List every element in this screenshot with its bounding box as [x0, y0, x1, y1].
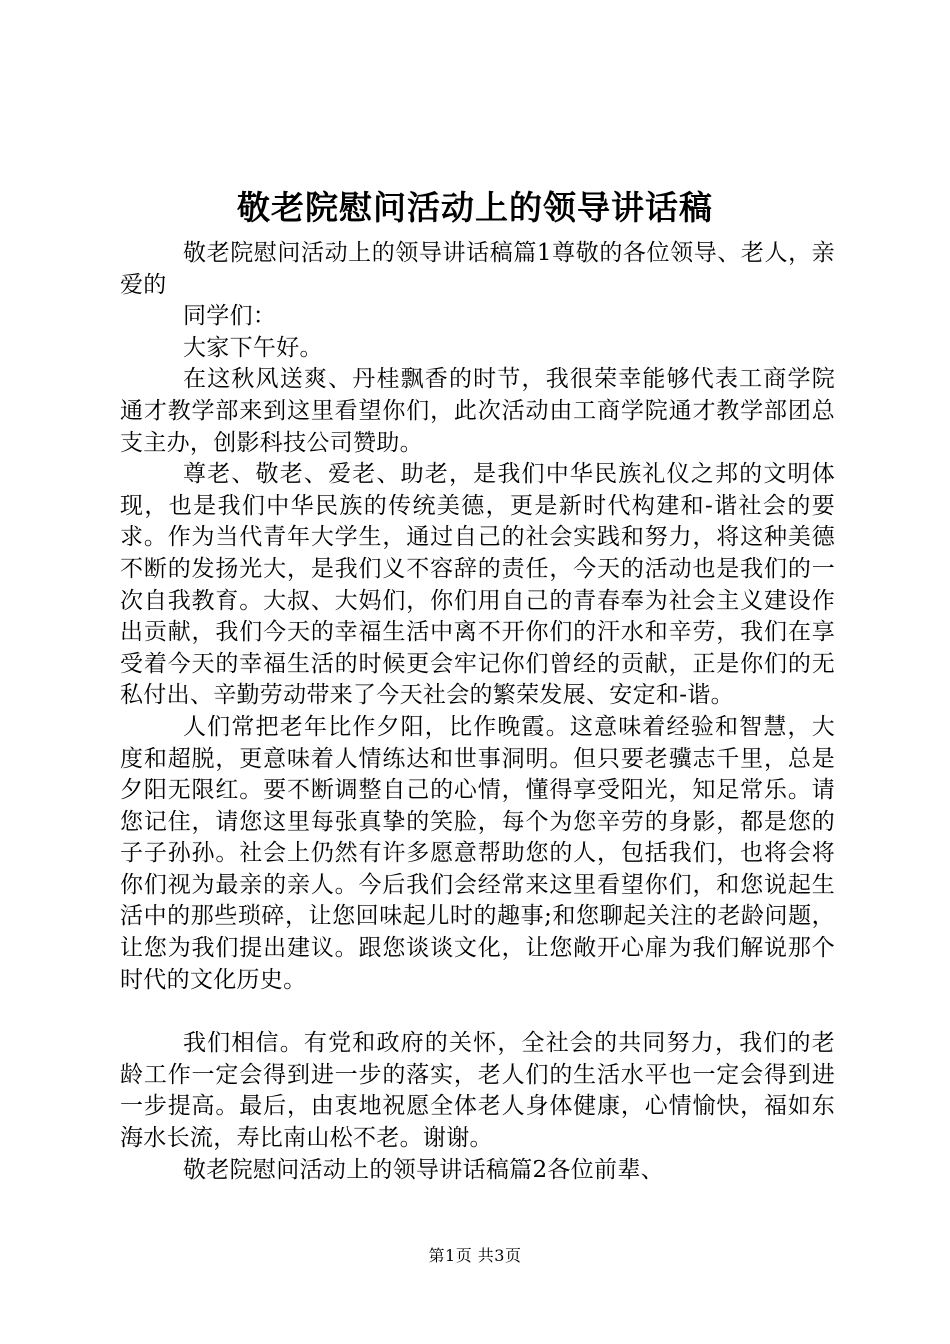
paragraph-second-speech: 敬老院慰问活动上的领导讲话稿篇2各位前辈、 — [183, 1156, 664, 1183]
paragraph-respect-elders: 尊老、敬老、爱老、助老，是我们中华民族礼仪之邦的文明体现，也是我们中华民族的传统美德，更是新时代构建和-谐社会的要求。作为当代青年大学生，通过自己的社会实践和努力，将这种美德不断的发扬光大，是我们义不容辞的责任，今天的活动也是我们的一次自我教育。大叔、大妈们，你们用自己的青春奉为社会主义建设作出贡献，我们今天的幸福生活中离不开你们的汗水和辛劳，我们在享受着今天的幸福生活的时候更会牢记你们曾经的贡献，正是你们的无私付出、辛勤劳动带来了今天社会的繁荣发展、安定和-谐。 — [120, 461, 835, 709]
paragraph-introduction: 在这秋风送爽、丹桂飘香的时节，我很荣幸能够代表工商学院通才教学部来到这里看望你们，此次活动由工商学院通才教学部团总支主办，创影科技公司赞助。 — [120, 366, 835, 456]
paragraph-greeting: 大家下午好。 — [183, 334, 323, 361]
paragraph-closing: 我们相信。有党和政府的关怀，全社会的共同努力，我们的老龄工作一定会得到进一步的落实，老人们的生活水平也一定会得到进一步提高。最后，由衷地祝愿全体老人身体健康，心情愉快，福如东海水长流，寿比南山松不老。谢谢。 — [120, 1030, 835, 1152]
page-number-footer: 第1页 共3页 — [428, 1246, 522, 1265]
paragraph-opening: 敬老院慰问活动上的领导讲话稿篇1尊敬的各位领导、老人，亲爱的 — [120, 240, 835, 298]
paragraph-sunset: 人们常把老年比作夕阳，比作晚霞。这意味着经验和智慧，大度和超脱，更意味着人情练达和世事洞明。但只要老骥志千里，总是夕阳无限红。要不断调整自己的心情，懂得享受阳光，知足常乐。请您记住，请您这里每张真挚的笑脸，每个为您辛劳的身影，都是您的子子孙孙。社会上仍然有许多愿意帮助您的人，包括我们，也将会将你们视为最亲的亲人。今后我们会经常来这里看望你们，和您说起生活中的那些琐碎，让您回味起儿时的趣事;和您聊起关注的老龄问题，让您为我们提出建议。跟您谈谈文化，让您敞开心扉为我们解说那个时代的文化历史。 — [120, 713, 835, 993]
paragraph-salutation: 同学们： — [183, 303, 277, 330]
document-title: 敬老院慰问活动上的领导讲话稿 — [237, 188, 713, 227]
document-body — [120, 238, 835, 1186]
